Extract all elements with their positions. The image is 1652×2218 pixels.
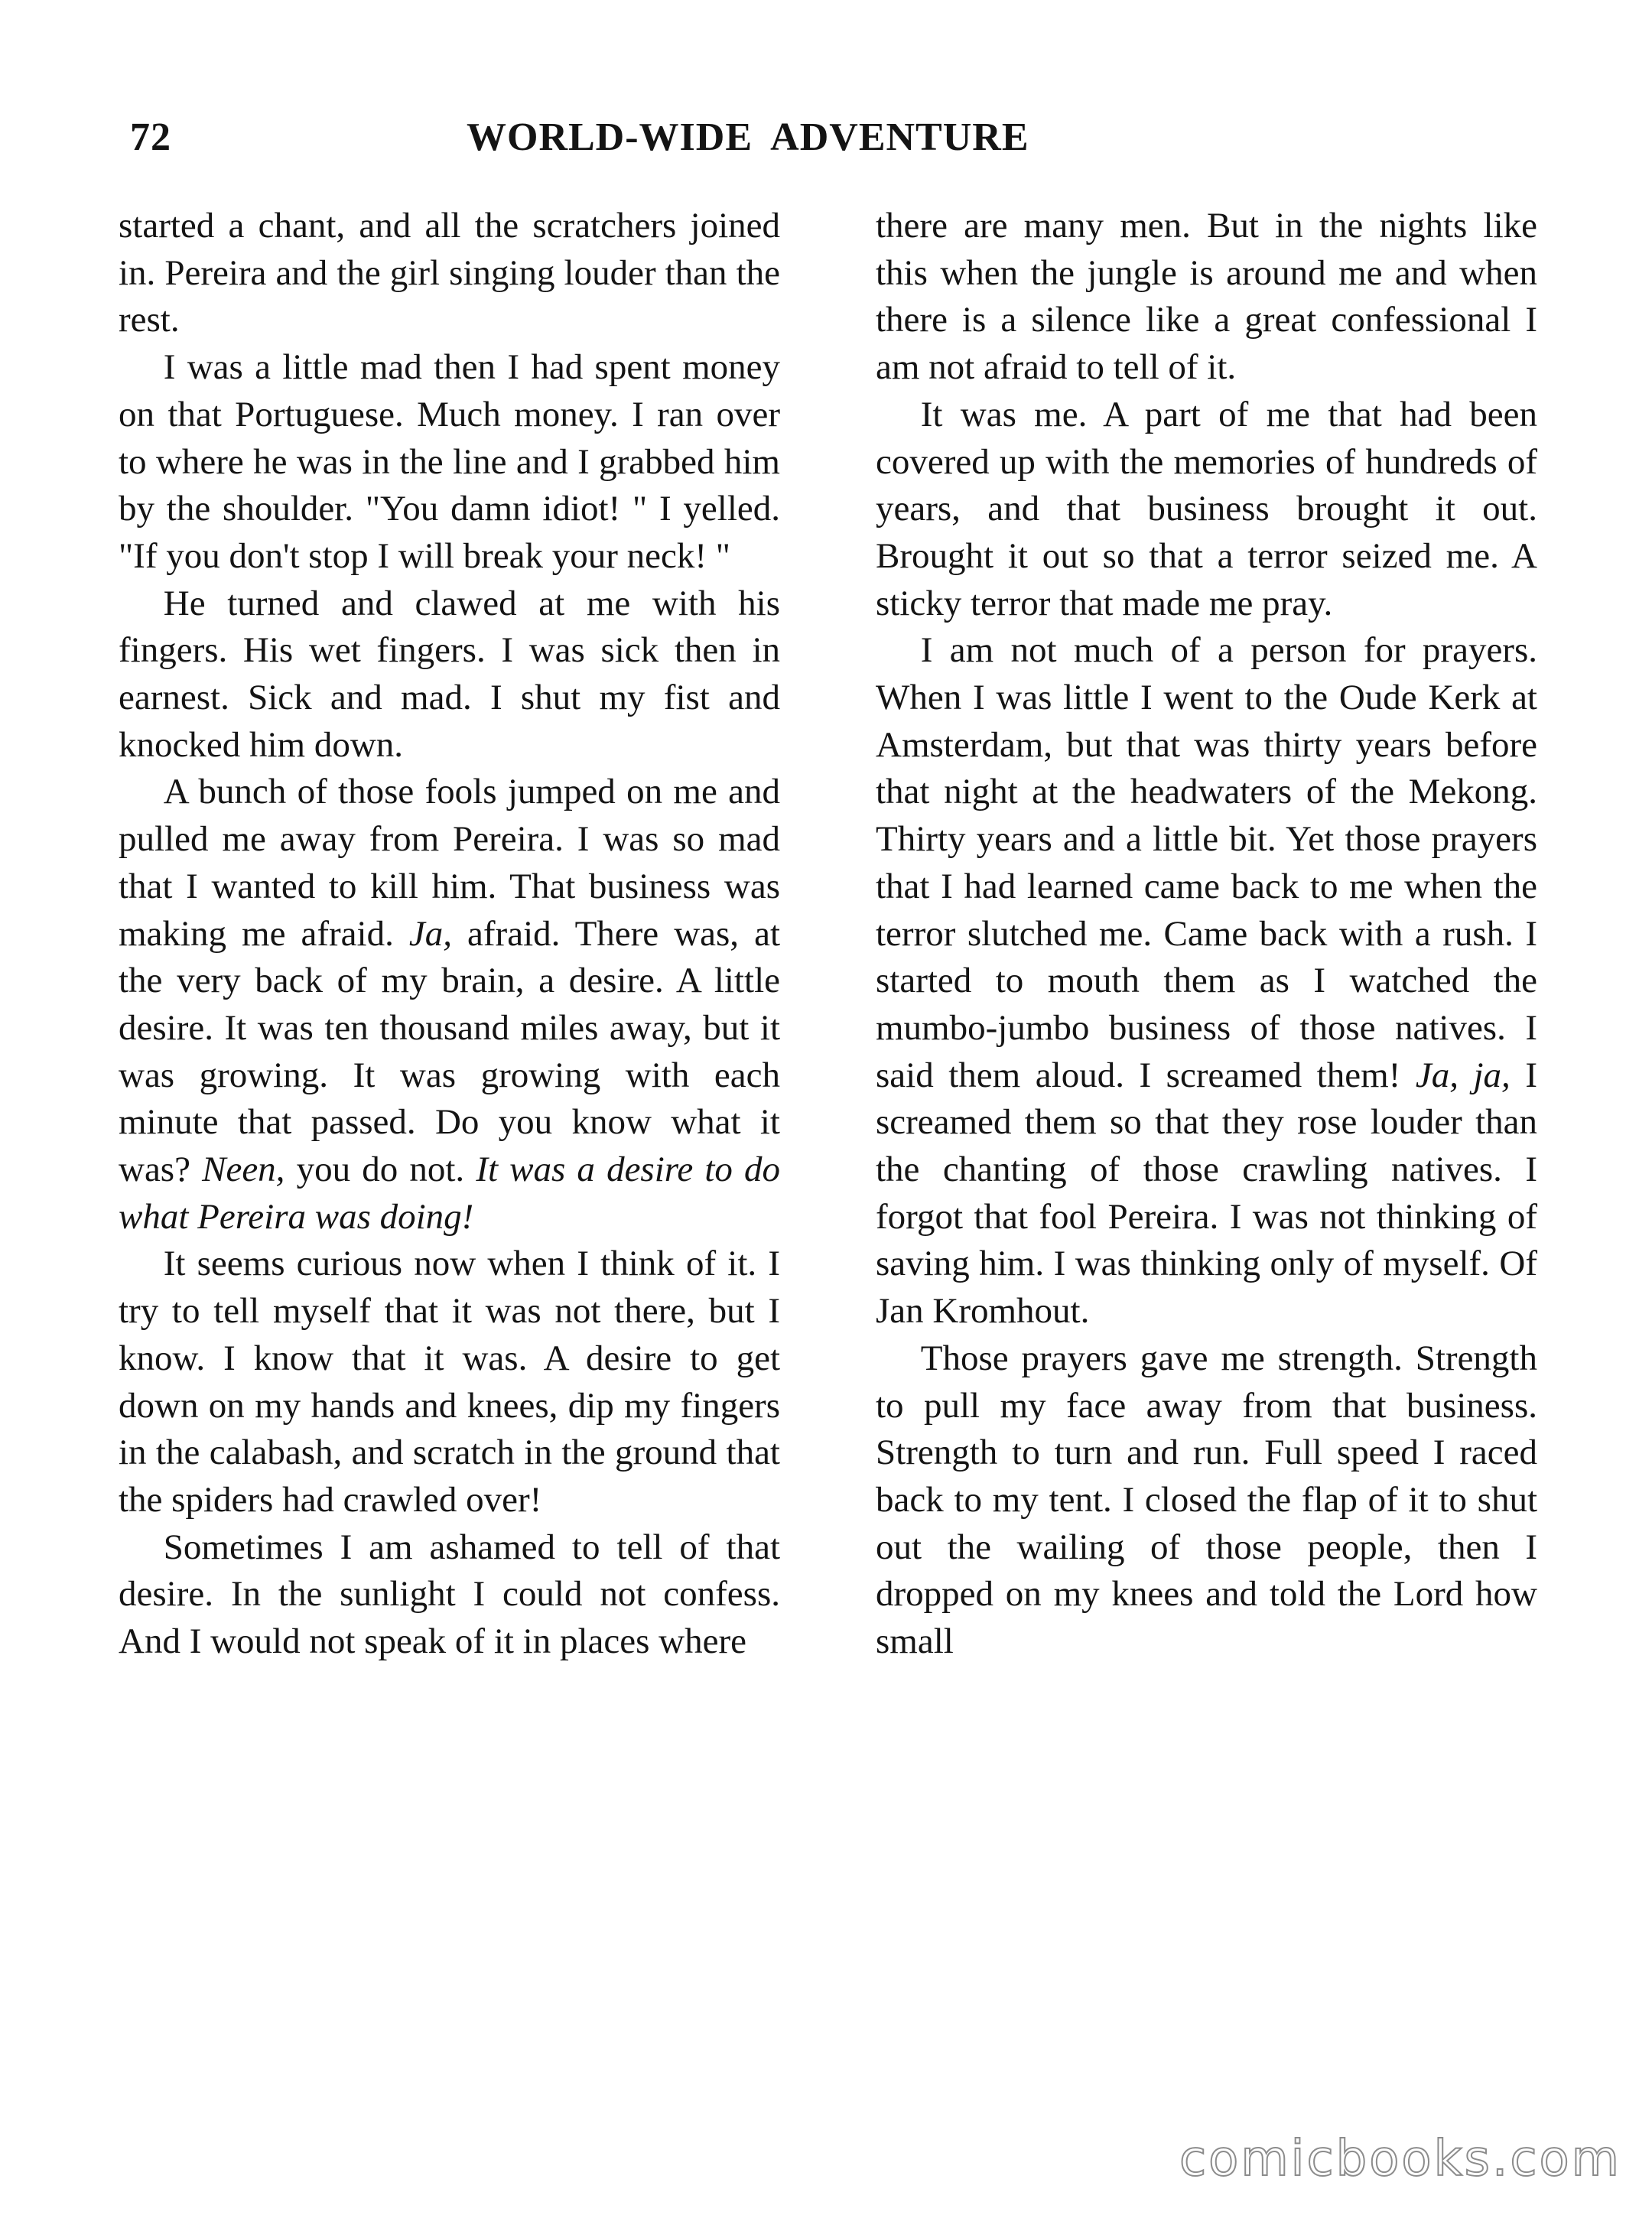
paragraph: It was me. A part of me that had been covered up with the memories of hundreds of years, and that business brought it out. Brought it out so that a terror seized me. A sticky terror that made me pray. <box>876 394 1537 623</box>
paragraph: there are many men. But in the nights like this when the jungle is around me and when there is a silence like a great confessional I am not afraid to tell of it. <box>876 206 1537 388</box>
watermark: comicbooks.com <box>1179 2131 1621 2187</box>
page-header <box>130 115 1553 176</box>
paragraph: Sometimes I am ashamed to tell of that desire. In the sunlight I could not confess. And I would not speak of it in places where <box>119 1527 780 1662</box>
text-run: I am not much of a person for prayers. When I was little I went to the Oude Kerk at Amsterdam, but that was thirty years before that night at the headwaters of the Mekong. Thirty years and a little bit. Yet those prayers that I had learned came back to me when the terror slutched me. Came back with a rush. I started to mouth them as I watched the mumbo-jumbo business of those natives. I said them aloud. I screamed them! <box>876 630 1537 1095</box>
right-column <box>876 203 1537 1666</box>
page-number: 72 <box>130 115 171 159</box>
left-column <box>119 203 780 1666</box>
paragraph <box>876 627 1537 1335</box>
italic-text: Neen, <box>202 1150 285 1190</box>
paragraph: started a chant, and all the scratchers joined in. Pereira and the girl singing louder than the rest. <box>119 206 780 340</box>
italic-text: It was a desire to do what Pereira was doing! <box>119 1150 781 1237</box>
text-run: afraid. There was, at the very back of my brain, a desire. A little desire. It was ten thousand miles away, but it was growing. It was growing with each minute that passed. Do you know what it was? <box>119 913 781 1190</box>
running-title: WORLD-WIDE ADVENTURE <box>467 115 1029 159</box>
text-run: A bunch of those fools jumped on me and pulled me away from Pereira. I was so mad that I wanted to kill him. That business was making me afraid. <box>119 772 780 954</box>
text-run: you do not. <box>296 1150 465 1190</box>
text-run: I screamed them so that they rose louder than the chanting of those crawling natives. I forgot that fool Pereira. I was not thinking of saving him. I was thinking only of myself. Of Jan Kromhout. <box>876 1055 1538 1332</box>
paragraph: Those prayers gave me strength. Strength to pull my face away from that business. Strength to turn and run. Full speed I raced back to my tent. I closed the flap of it to shut out the wailing of those people, then I dropped on my knees and told the Lord how small <box>876 1338 1537 1662</box>
italic-text: Ja, ja, <box>1415 1055 1511 1095</box>
italic-text: Ja, <box>408 913 452 954</box>
paragraph <box>119 769 780 1241</box>
paragraph: It seems curious now when I think of it. I try to tell myself that it was not there, but I know. I know that it was. A desire to get down on my hands and knees, dip my fingers in the calabash, and scratch in the ground that the spiders had crawled over! <box>119 1244 780 1520</box>
paragraph: I was a little mad then I had spent money on that Portuguese. Much money. I ran over to where he was in the line and I grabbed him by the shoulder. "You damn idiot! " I yelled. "If you don't stop I will break your neck! " <box>119 347 780 576</box>
paragraph: He turned and clawed at me with his fingers. His wet fingers. I was sick then in earnest. Sick and mad. I shut my fist and knocked him down. <box>119 583 780 765</box>
